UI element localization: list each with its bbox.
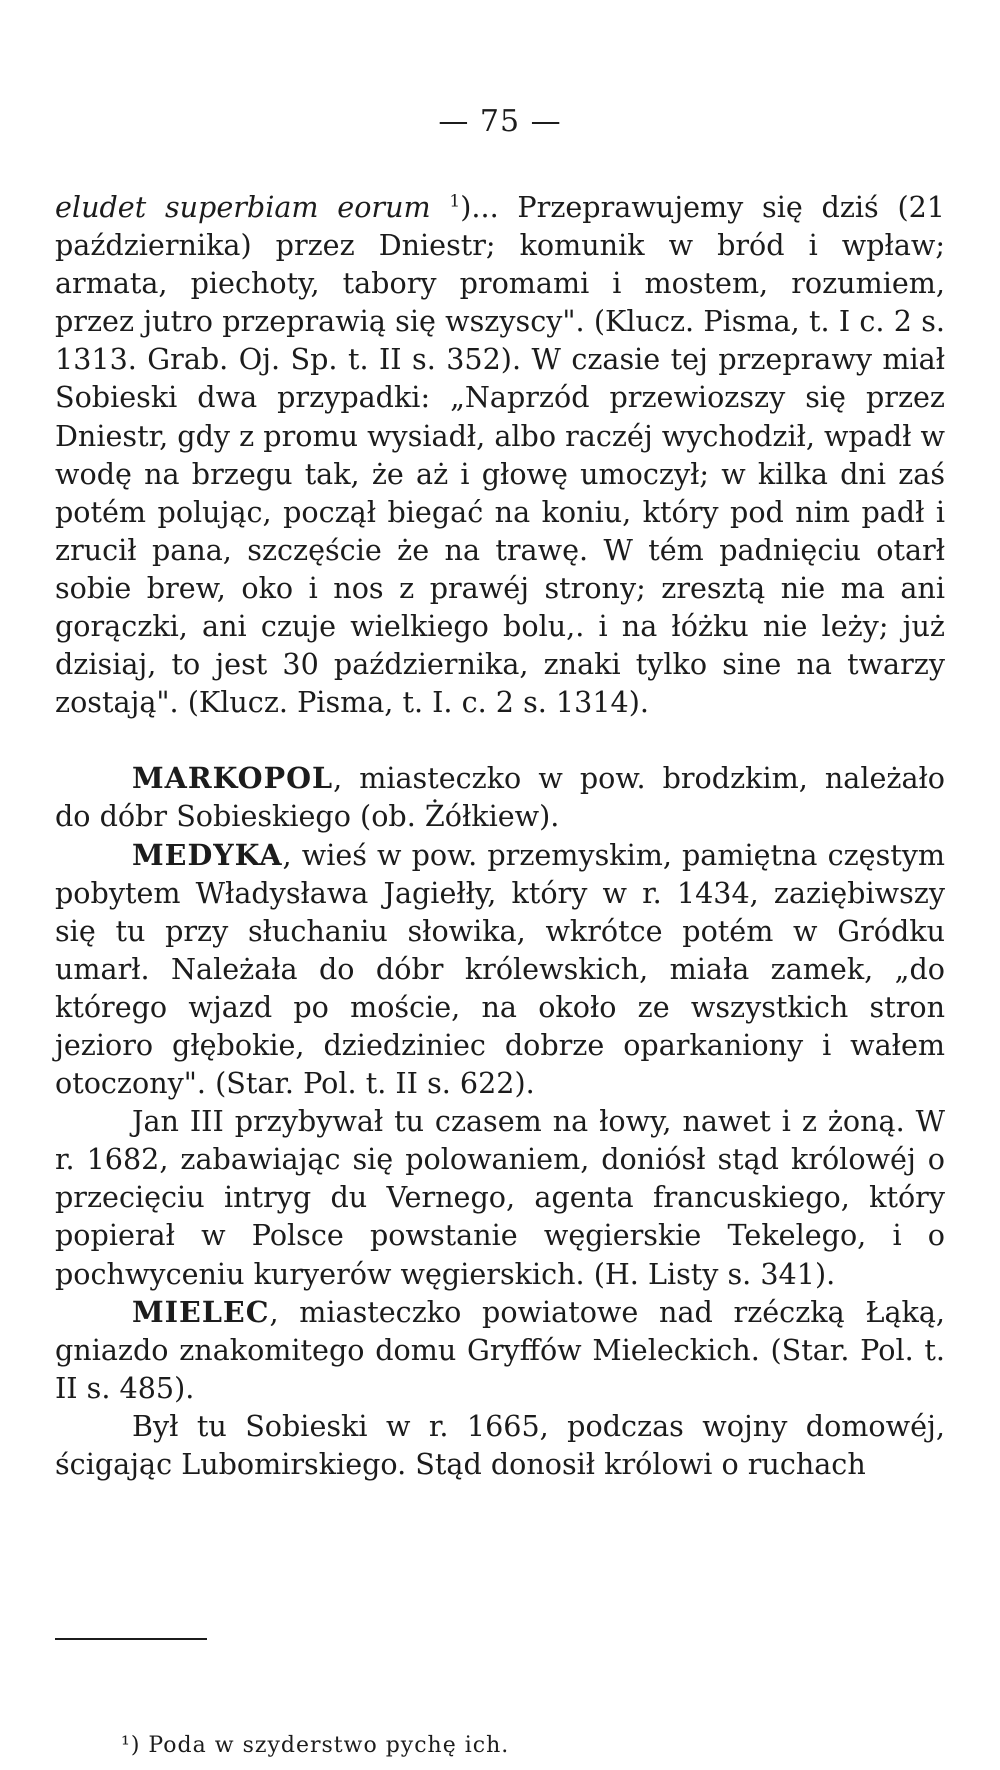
- body-text: [55, 188, 945, 1483]
- entry-text: , miasteczko powiatowe nad rzéczką Łąką, gniazdo znakomitego domu Gryffów Mieleckich. (Star. Pol. t. II s. 485).: [55, 1294, 945, 1405]
- paragraph-sobieski-dniestr: [55, 188, 945, 721]
- footnote-divider: [55, 1638, 207, 1640]
- entry-mielec: [55, 1293, 945, 1407]
- entry-text: , wieś w pow. przemyskim, pamiętna częstym pobytem Władysława Jagiełły, który w r. 1434, zaziębiwszy się tu przy słuchaniu słowika, wkrótce potém w Gródku umarł. Należała do dóbr królewskich, miała zamek, „do którego wjazd po moście, na około ze wszystkich stron jezioro głębokie, dziedziniec dobrze oparkaniony i wałem otoczony". (Star. Pol. t. II s. 622).: [55, 837, 945, 1101]
- headword-markopol: MARKOPOL: [132, 761, 334, 796]
- entry-medyka: [55, 836, 945, 1103]
- page-number: — 75 —: [438, 104, 562, 139]
- paragraph-text: )... Przeprawujemy się dziś (21 października) przez Dniestr; komunik w bród i wpław; armata, piechoty, tabory promami i mostem, rozumiem, przez jutro przeprawią się wszyscy". (Klucz. Pisma, t. I c. 2 s. 1313. Grab. Oj. Sp. t. II s. 352). W czasie tej przeprawy miał Sobieski dwa przypadki: „Naprzód przewiozszy się przez Dniestr, gdy z promu wysiadł, albo raczéj wychodził, wpadł w wodę na brzegu tak, że aż i głowę umoczył; w kilka dni zaś potém polując, począł biegać na koniu, który pod nim padł i zrucił pana, szczęście że na trawę. W tém padnięciu otarł sobie brew, oko i nos z prawéj strony; zresztą nie ma ani gorączki, ani czuje wielkiego bolu,. i na łóżku nie leży; już dzisiaj, to jest 30 października, znaki tylko sine na twarzy zostają". (Klucz. Pisma, t. I. c. 2 s. 1314).: [55, 190, 946, 720]
- footnote-ref: 1: [449, 191, 461, 212]
- headword-medyka: MEDYKA: [132, 837, 283, 872]
- footnote: ¹) Poda w szyderstwo pychę ich.: [121, 1733, 510, 1758]
- document-page: [55, 0, 945, 1770]
- entry-markopol: [55, 759, 945, 835]
- headword-mielec: MIELEC: [132, 1294, 270, 1329]
- entry-mielec-continued: Był tu Sobieski w r. 1665, podczas wojny domowéj, ścigając Lubomirskiego. Stąd donosił królowi o ruchach: [55, 1408, 945, 1481]
- latin-quote: eludet superbiam eorum: [55, 190, 431, 224]
- entry-medyka-continued: Jan III przybywał tu czasem na łowy, nawet i z żoną. W r. 1682, zabawiając się polowaniem, doniósł stąd królowéj o przecięciu intryg du Vernego, agenta francuskiego, który popierał w Polsce powstanie węgierskie Tekelego, i o pochwyceniu kuryerów węgierskich. (H. Listy s. 341).: [55, 1104, 945, 1291]
- entry-text: , miasteczko w pow. brodzkim, należało do dóbr Sobieskiego (ob. Żółkiew).: [55, 761, 945, 834]
